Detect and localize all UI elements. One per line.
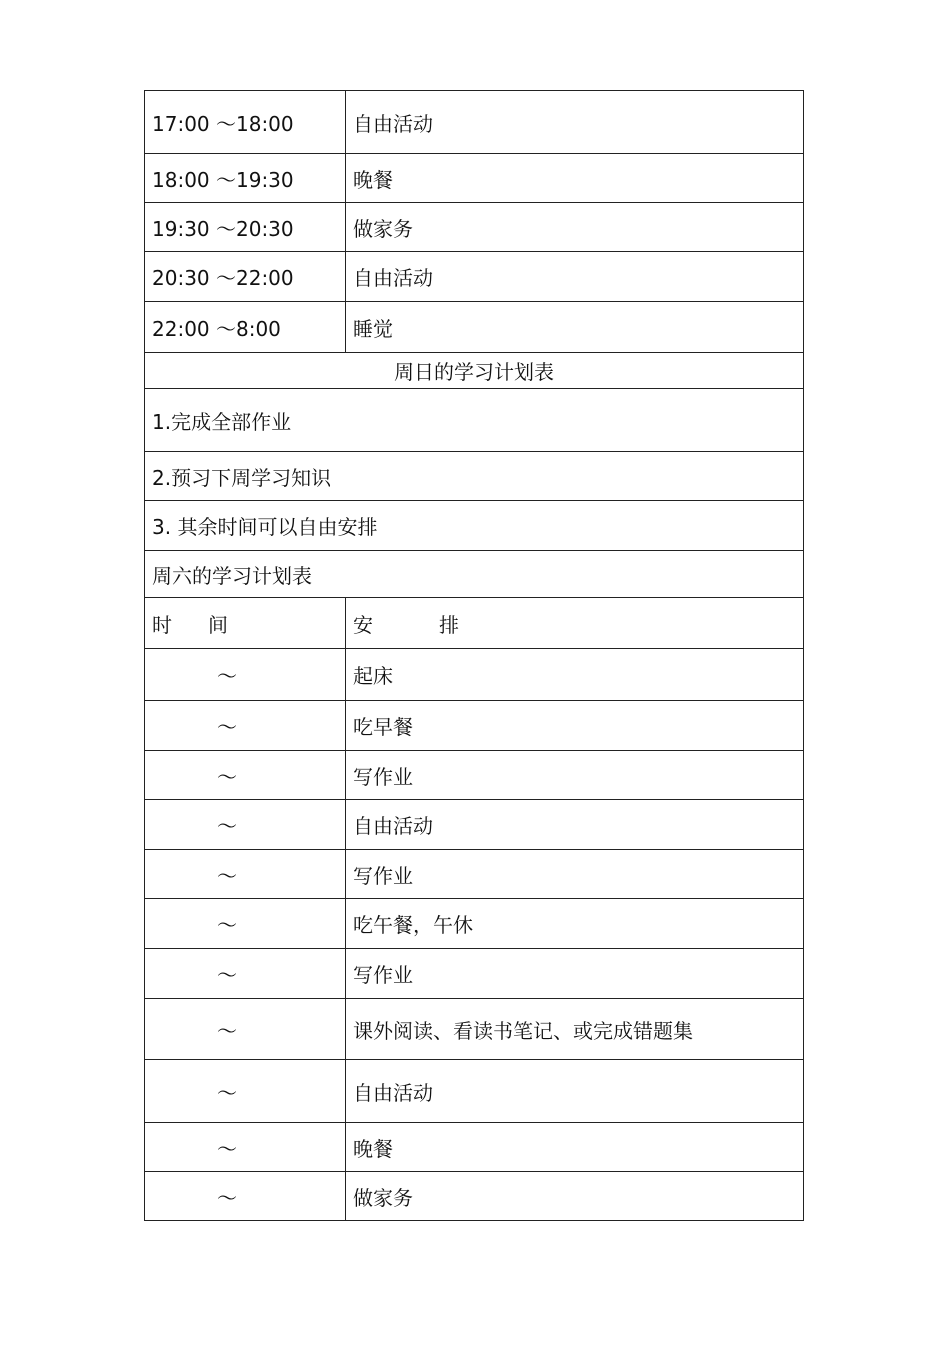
plan-header-char-1: 安 xyxy=(353,612,373,637)
time-cell: 17:00 ～18:00 xyxy=(145,91,346,154)
activity-cell: 写作业 xyxy=(346,751,804,800)
time-cell: ～ xyxy=(145,1123,346,1172)
activity-cell: 晚餐 xyxy=(346,154,804,203)
time-header-char-2: 间 xyxy=(208,612,228,637)
sunday-item: 1.完成全部作业 xyxy=(145,389,804,452)
time-cell: ～ xyxy=(145,850,346,899)
plan-header-char-2: 排 xyxy=(439,612,459,637)
activity-cell: 课外阅读、看读书笔记、或完成错题集 xyxy=(346,999,804,1060)
section-title-row xyxy=(145,551,804,598)
table-row xyxy=(145,302,804,353)
table-header-row xyxy=(145,598,804,649)
list-item xyxy=(145,501,804,551)
time-cell: ～ xyxy=(145,649,346,701)
activity-cell: 晚餐 xyxy=(346,1123,804,1172)
table-row xyxy=(145,899,804,949)
list-item xyxy=(145,452,804,501)
time-cell: 18:00 ～19:30 xyxy=(145,154,346,203)
time-cell: ～ xyxy=(145,1060,346,1123)
activity-cell: 吃早餐 xyxy=(346,701,804,751)
time-header xyxy=(145,598,346,649)
time-cell: ～ xyxy=(145,1172,346,1221)
time-cell: ～ xyxy=(145,701,346,751)
sunday-item: 3. 其余时间可以自由安排 xyxy=(145,501,804,551)
table-row xyxy=(145,751,804,800)
activity-cell: 吃午餐，午休 xyxy=(346,899,804,949)
table-row xyxy=(145,649,804,701)
time-cell: ～ xyxy=(145,999,346,1060)
time-cell: 19:30 ～20:30 xyxy=(145,203,346,252)
time-cell: ～ xyxy=(145,899,346,949)
schedule-table xyxy=(144,90,804,1221)
table-row xyxy=(145,1123,804,1172)
table-row xyxy=(145,701,804,751)
plan-header xyxy=(346,598,804,649)
activity-cell: 做家务 xyxy=(346,1172,804,1221)
table-row xyxy=(145,154,804,203)
time-cell: ～ xyxy=(145,949,346,999)
time-header-char-1: 时 xyxy=(152,612,172,637)
activity-cell: 自由活动 xyxy=(346,252,804,302)
list-item xyxy=(145,389,804,452)
table-row xyxy=(145,999,804,1060)
activity-cell: 自由活动 xyxy=(346,800,804,850)
activity-cell: 做家务 xyxy=(346,203,804,252)
table-row xyxy=(145,949,804,999)
saturday-plan-title: 周六的学习计划表 xyxy=(145,551,804,598)
time-cell: 22:00 ～8:00 xyxy=(145,302,346,353)
activity-cell: 写作业 xyxy=(346,949,804,999)
section-title-row xyxy=(145,353,804,389)
table-row xyxy=(145,1060,804,1123)
time-cell: ～ xyxy=(145,800,346,850)
schedule-sheet xyxy=(144,90,804,1221)
sunday-plan-title: 周日的学习计划表 xyxy=(145,353,804,389)
table-row xyxy=(145,800,804,850)
activity-cell: 睡觉 xyxy=(346,302,804,353)
table-row xyxy=(145,850,804,899)
table-row xyxy=(145,203,804,252)
sunday-item: 2.预习下周学习知识 xyxy=(145,452,804,501)
table-row xyxy=(145,1172,804,1221)
time-cell: 20:30 ～22:00 xyxy=(145,252,346,302)
activity-cell: 写作业 xyxy=(346,850,804,899)
time-cell: ～ xyxy=(145,751,346,800)
activity-cell: 起床 xyxy=(346,649,804,701)
table-row xyxy=(145,252,804,302)
activity-cell: 自由活动 xyxy=(346,91,804,154)
table-row xyxy=(145,91,804,154)
activity-cell: 自由活动 xyxy=(346,1060,804,1123)
